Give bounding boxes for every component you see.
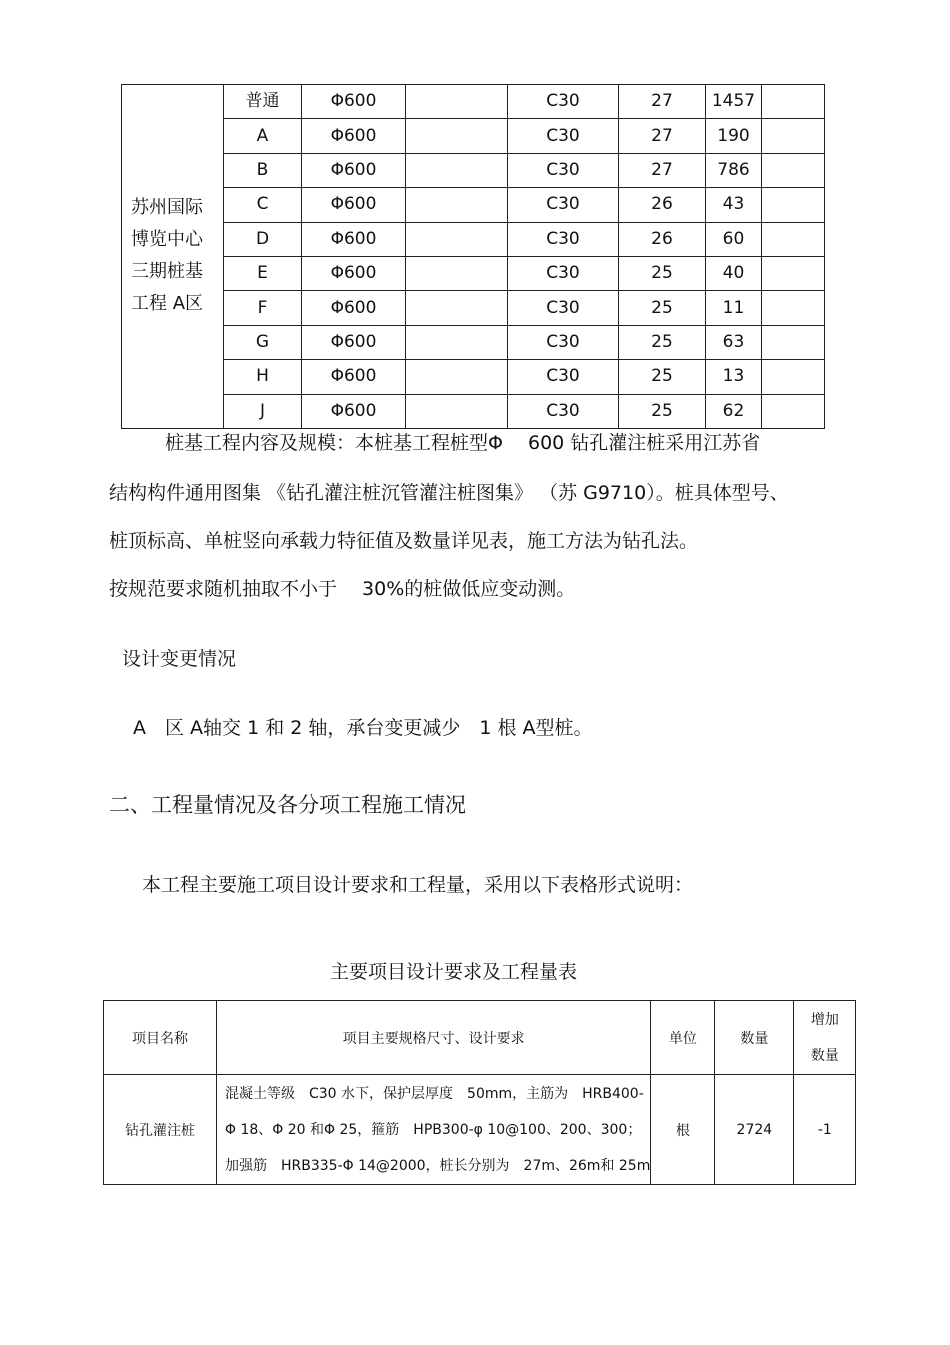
pile-cell-dia: Φ600 [302, 360, 406, 394]
pile-table-row [122, 291, 825, 325]
pile-cell-blank [406, 394, 508, 428]
pile-cell-type: H [224, 360, 302, 394]
scope-paragraph-line1: 桩基工程内容及规模：本桩基工程桩型Φ 600 钻孔灌注桩采用江苏省 [165, 432, 761, 454]
pile-cell-blank [406, 85, 508, 119]
pile-cell-extra [762, 325, 825, 359]
testing-requirement: 按规范要求随机抽取不小于 30%的桩做低应变动测。 [109, 578, 576, 600]
design-change-text: A 区 A轴交 1 和 2 轴，承台变更减少 1 根 A型桩。 [133, 717, 593, 739]
pile-cell-extra [762, 256, 825, 290]
quantity-table-row [104, 1075, 856, 1185]
pile-cell-count: 11 [706, 291, 762, 325]
pile-cell-dia: Φ600 [302, 256, 406, 290]
pile-cell-count: 1457 [706, 85, 762, 119]
pile-cell-extra [762, 119, 825, 153]
header-name: 项目名称 [104, 1001, 217, 1075]
pile-cell-length: 25 [619, 256, 706, 290]
pile-cell-blank [406, 222, 508, 256]
project-name-line: 工程 A区 [131, 293, 204, 315]
pile-table-row [122, 222, 825, 256]
pile-cell-count: 40 [706, 256, 762, 290]
row-unit: 根 [651, 1075, 715, 1185]
row-spec-line2: Φ 18、Φ 20 和Φ 25，箍筋 HPB300-φ 10@100、200、300； [225, 1121, 642, 1138]
pile-cell-grade: C30 [508, 325, 619, 359]
header-added-line2: 数量 [810, 1047, 839, 1064]
pile-cell-grade: C30 [508, 360, 619, 394]
pile-cell-length: 25 [619, 394, 706, 428]
section-heading: 二、工程量情况及各分项工程施工情况 [109, 793, 466, 817]
pile-table-row [122, 394, 825, 428]
row-added: -1 [794, 1075, 856, 1185]
pile-cell-length: 25 [619, 325, 706, 359]
pile-cell-count: 60 [706, 222, 762, 256]
pile-cell-extra [762, 222, 825, 256]
pile-cell-grade: C30 [508, 394, 619, 428]
pile-cell-extra [762, 291, 825, 325]
pile-cell-count: 13 [706, 360, 762, 394]
pile-table-row [122, 256, 825, 290]
pile-cell-type: B [224, 153, 302, 187]
pile-cell-grade: C30 [508, 222, 619, 256]
pile-cell-length: 27 [619, 119, 706, 153]
project-name-line: 博览中心 [131, 229, 203, 251]
pile-cell-blank [406, 325, 508, 359]
pile-cell-length: 26 [619, 188, 706, 222]
project-name-cell [122, 85, 224, 429]
pile-cell-length: 25 [619, 291, 706, 325]
pile-cell-grade: C30 [508, 256, 619, 290]
pile-cell-type: 普通 [224, 85, 302, 119]
row-spec [217, 1075, 651, 1185]
pile-cell-extra [762, 188, 825, 222]
pile-cell-grade: C30 [508, 153, 619, 187]
pile-cell-blank [406, 291, 508, 325]
pile-cell-length: 27 [619, 85, 706, 119]
table-title: 主要项目设计要求及工程量表 [330, 961, 578, 983]
pile-table-row [122, 119, 825, 153]
design-change-heading: 设计变更情况 [122, 648, 237, 670]
pile-cell-grade: C30 [508, 85, 619, 119]
pile-cell-type: J [224, 394, 302, 428]
pile-cell-extra [762, 394, 825, 428]
pile-cell-length: 26 [619, 222, 706, 256]
row-name: 钻孔灌注桩 [104, 1075, 217, 1185]
pile-cell-grade: C30 [508, 119, 619, 153]
pile-cell-type: F [224, 291, 302, 325]
pile-spec-table [121, 84, 825, 429]
pile-cell-blank [406, 188, 508, 222]
header-added-line1: 增加 [810, 1011, 839, 1028]
row-quantity: 2724 [715, 1075, 794, 1185]
pile-cell-type: A [224, 119, 302, 153]
pile-cell-type: E [224, 256, 302, 290]
pile-table-row [122, 153, 825, 187]
pile-cell-dia: Φ600 [302, 222, 406, 256]
quantity-table [103, 1000, 856, 1185]
pile-cell-extra [762, 153, 825, 187]
pile-cell-count: 62 [706, 394, 762, 428]
header-spec: 项目主要规格尺寸、设计要求 [217, 1001, 651, 1075]
header-added-quantity [794, 1001, 856, 1075]
pile-cell-dia: Φ600 [302, 188, 406, 222]
pile-cell-extra [762, 85, 825, 119]
pile-cell-count: 786 [706, 153, 762, 187]
pile-table-row [122, 188, 825, 222]
pile-cell-blank [406, 360, 508, 394]
pile-cell-blank [406, 153, 508, 187]
pile-cell-length: 25 [619, 360, 706, 394]
pile-cell-dia: Φ600 [302, 119, 406, 153]
pile-cell-count: 43 [706, 188, 762, 222]
pile-cell-grade: C30 [508, 188, 619, 222]
pile-cell-type: C [224, 188, 302, 222]
project-name-line: 三期桩基 [131, 261, 203, 283]
quantity-table-header-row [104, 1001, 856, 1075]
pile-cell-dia: Φ600 [302, 325, 406, 359]
pile-cell-dia: Φ600 [302, 153, 406, 187]
pile-cell-extra [762, 360, 825, 394]
pile-cell-count: 63 [706, 325, 762, 359]
pile-table-row [122, 325, 825, 359]
row-spec-line1: 混凝土等级 C30 水下，保护层厚度 50mm，主筋为 HRB400- [225, 1085, 644, 1102]
scope-paragraph-line2: 结构构件通用图集 《钻孔灌注桩沉管灌注桩图集》 （苏 G9710）。桩具体型号、 [109, 482, 789, 504]
intro-text: 本工程主要施工项目设计要求和工程量，采用以下表格形式说明： [142, 874, 694, 896]
pile-cell-count: 190 [706, 119, 762, 153]
pile-table-row [122, 85, 825, 119]
header-unit: 单位 [651, 1001, 715, 1075]
pile-cell-length: 27 [619, 153, 706, 187]
pile-table-row [122, 360, 825, 394]
pile-cell-type: G [224, 325, 302, 359]
row-spec-line3: 加强筋 HRB335-Φ 14@2000，桩长分别为 27m、26m和 25m [225, 1157, 651, 1174]
header-quantity: 数量 [715, 1001, 794, 1075]
pile-cell-blank [406, 119, 508, 153]
scope-paragraph-line3: 桩顶标高、单桩竖向承载力特征值及数量详见表，施工方法为钻孔法。 [109, 530, 699, 552]
pile-cell-type: D [224, 222, 302, 256]
pile-cell-blank [406, 256, 508, 290]
pile-cell-grade: C30 [508, 291, 619, 325]
project-name-line: 苏州国际 [131, 197, 203, 219]
pile-cell-dia: Φ600 [302, 394, 406, 428]
pile-cell-dia: Φ600 [302, 291, 406, 325]
pile-cell-dia: Φ600 [302, 85, 406, 119]
